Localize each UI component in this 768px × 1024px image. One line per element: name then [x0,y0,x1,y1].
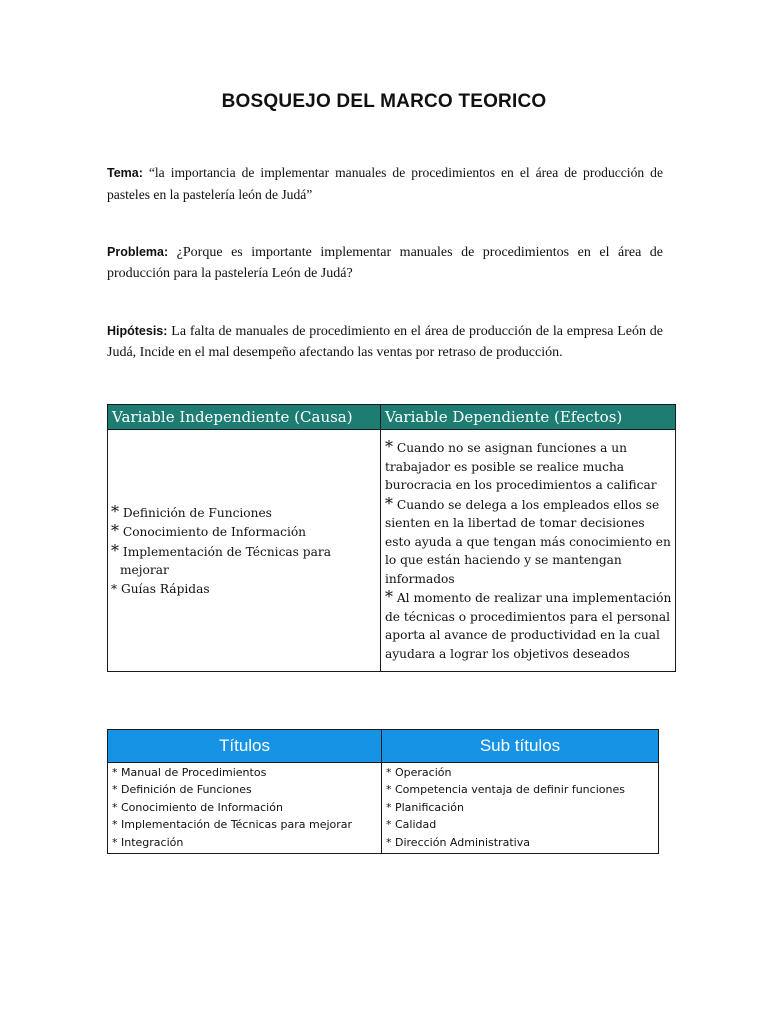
list-item: * Definición de Funciones [112,783,252,797]
titles-table [107,729,659,854]
list-item: * Cuando no se asignan funciones a un trabajador es posible se realice mucha burocracia en los procedimientos a calificar [385,437,657,492]
hipotesis-label: Hipótesis: [107,324,168,338]
hipotesis-paragraph [107,321,663,363]
list-item: * Operación [386,766,452,779]
subtitles-cell [382,763,659,854]
list-item: * Conocimiento de Información [111,521,307,541]
tema-label: Tema: [107,166,143,180]
tema-text: “la importancia de implementar manuales de procedimientos en el área de producción de pasteles en la pastelería león de Judá” [107,165,663,202]
list-item: * Planificación [386,800,464,814]
list-item-continuation: mejorar [120,563,169,578]
list-item: * Guías Rápidas [111,581,210,596]
titles-cell [108,763,382,854]
tema-paragraph [107,162,663,205]
hipotesis-text: La falta de manuales de procedimiento en el área de producción de la empresa León de Judá, Incide en el mal desempeño afectando las ventas por retraso de producción. [107,324,664,360]
list-item: * Calidad [386,818,437,832]
independent-cell [108,430,381,672]
variables-table [107,404,676,672]
header-subtitles: Sub títulos [382,730,659,763]
list-item: * Dirección Administrativa [386,835,530,849]
list-item: * Al momento de realizar una implementación de técnicas o procedimientos para el personal aporta al avance de productividad en la cual ayudara a lograr los objetivos deseados [385,587,672,661]
problema-label: Problema: [107,245,169,259]
problema-paragraph [107,242,663,284]
list-item: * Implementación de Técnicas para [111,540,331,560]
page-title: BOSQUEJO DEL MARCO TEORICO [221,91,547,112]
problema-text: ¿Porque es importante implementar manuales de procedimientos en el área de producción para la pastelería León de Judá? [107,245,664,281]
list-item: * Cuando se delega a los empleados ellos se sienten en la libertad de tomar decisiones esto ayuda a que tengan más conocimiento en lo que están haciendo y se mantengan informados [385,493,671,586]
list-item: * Implementación de Técnicas para mejorar [112,818,353,832]
header-dependent: Variable Dependiente (Efectos) [381,405,676,430]
list-item: * Definición de Funciones [111,501,272,521]
header-titles: Títulos [108,730,382,763]
list-item: * Manual de Procedimientos [112,766,267,779]
header-independent: Variable Independiente (Causa) [108,405,381,430]
list-item: * Integración [112,835,184,849]
dependent-cell [381,430,676,672]
list-item: * Conocimiento de Información [112,800,283,814]
list-item: * Competencia ventaja de definir funciones [386,783,625,797]
